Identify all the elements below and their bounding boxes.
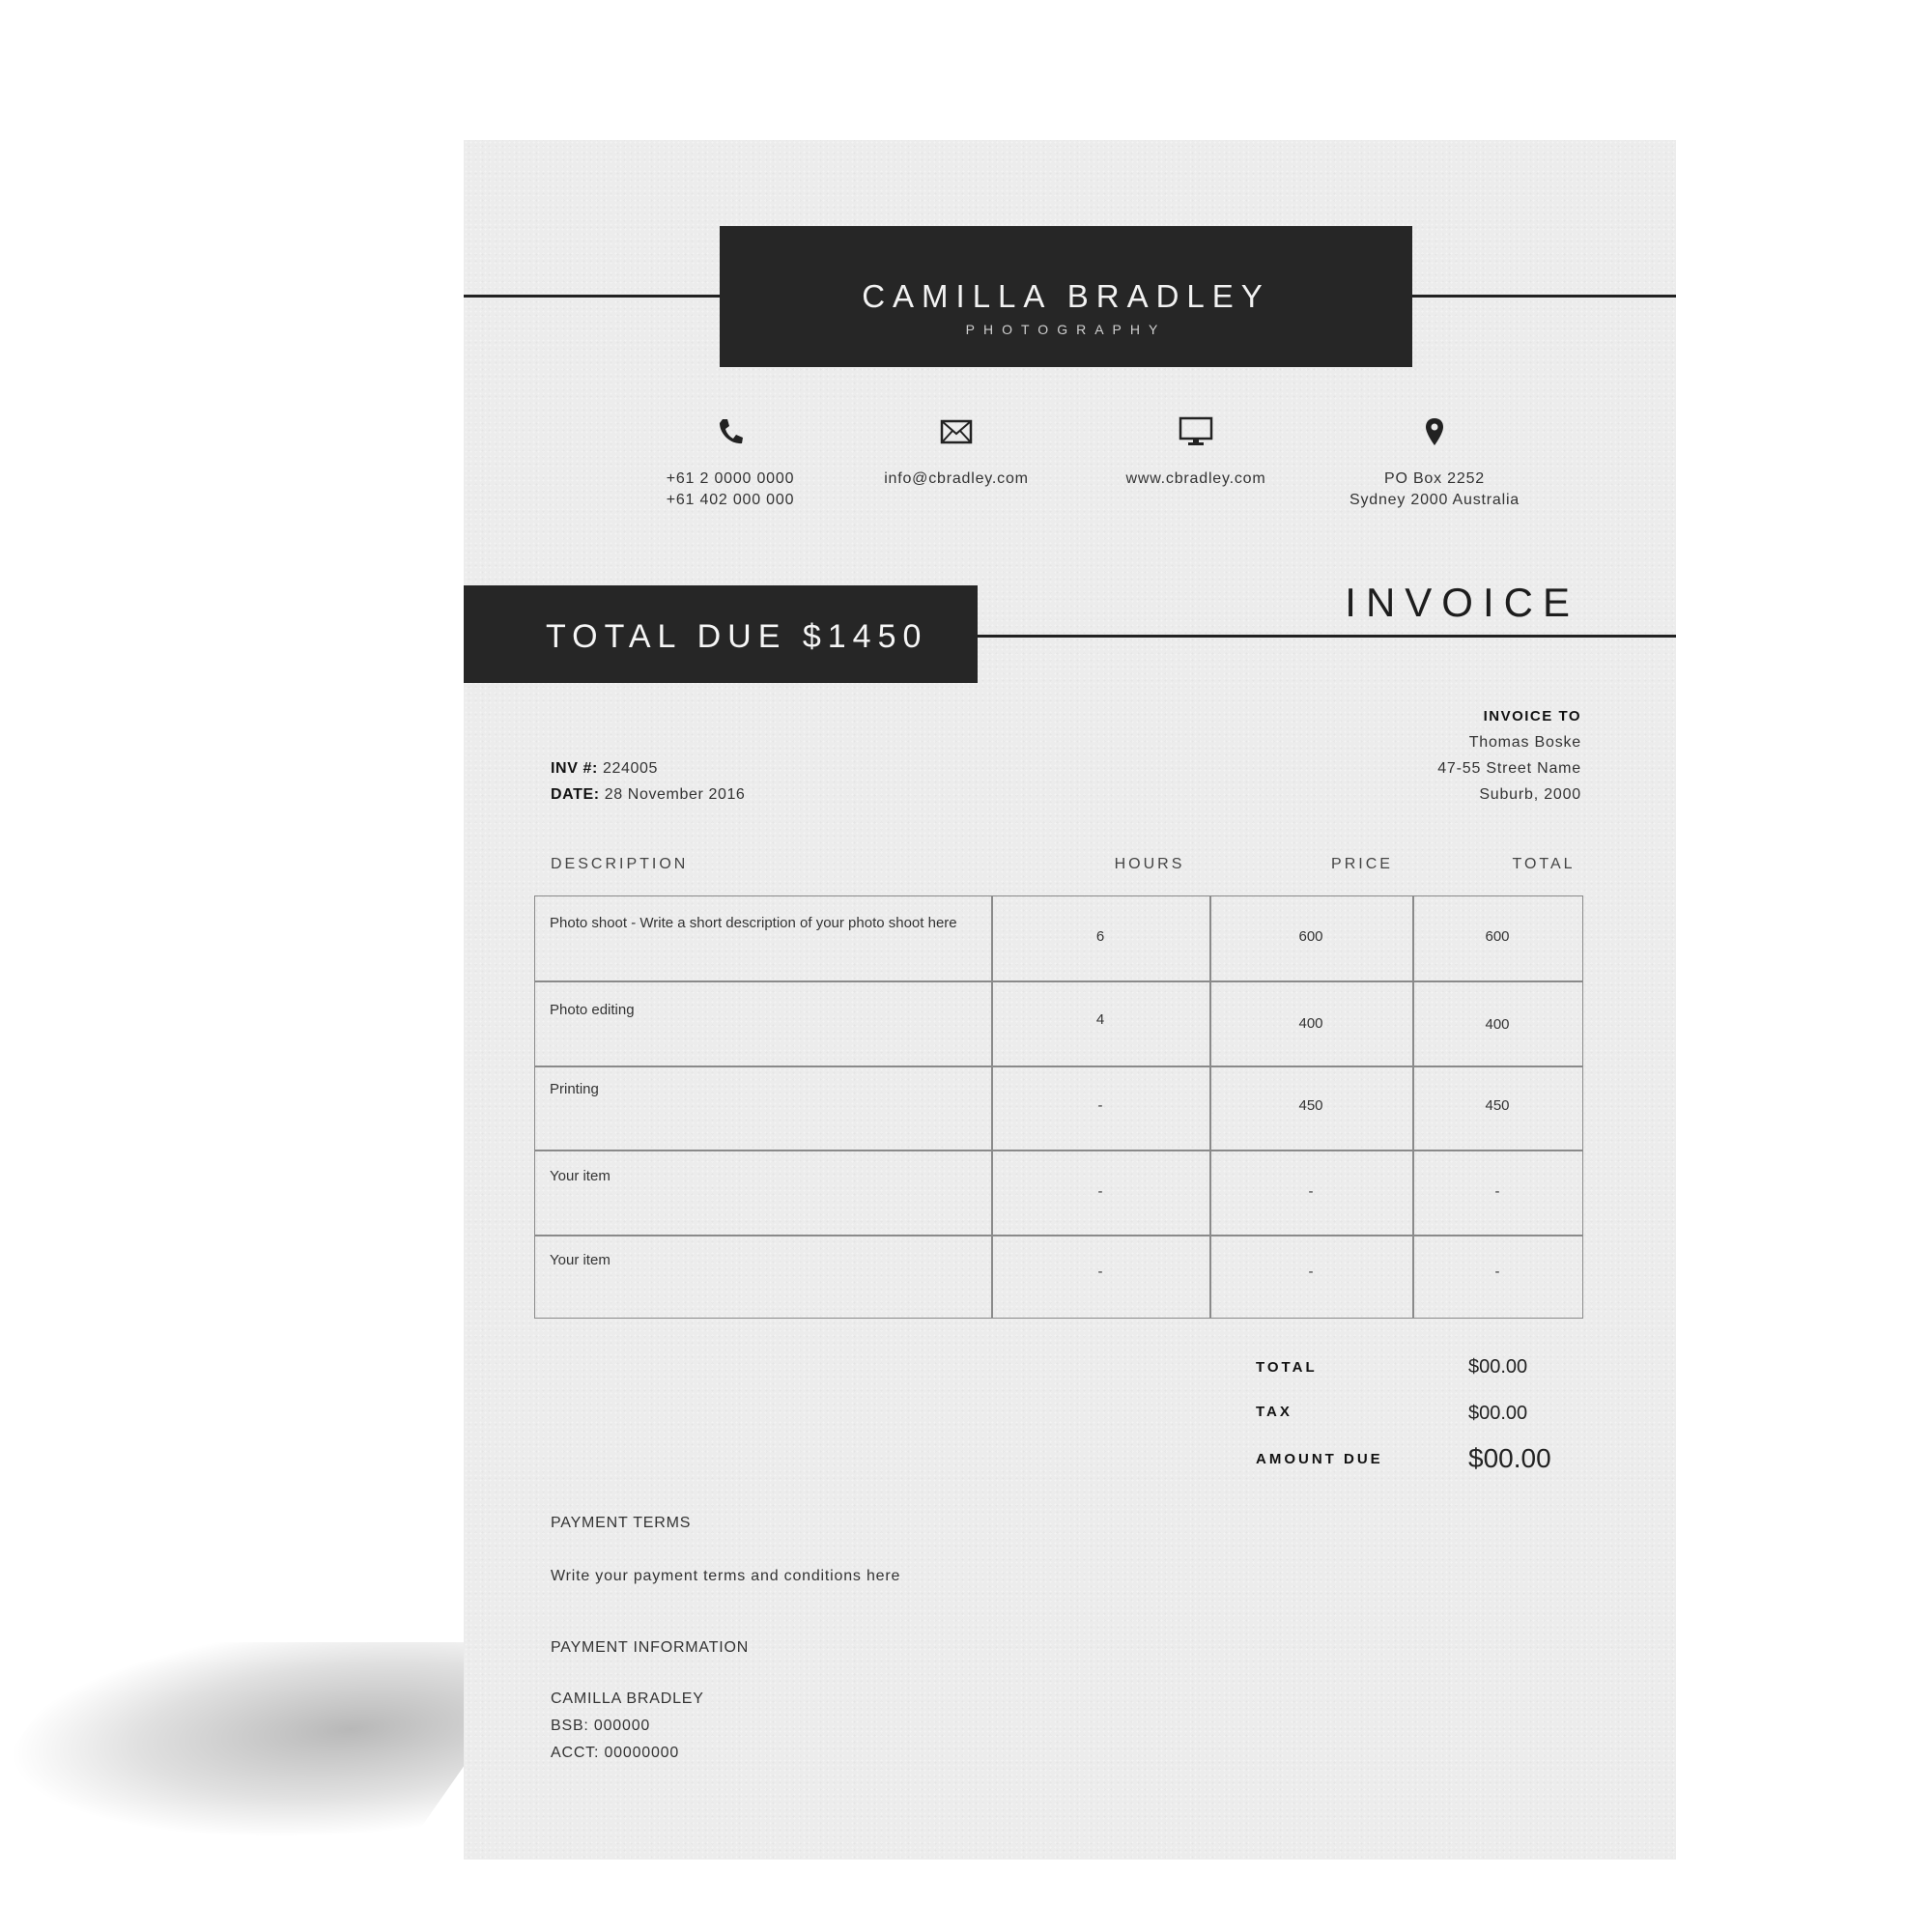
total-value: $00.00	[1468, 1356, 1528, 1378]
invoice-number-label: INV #:	[551, 760, 598, 777]
row-divider	[535, 1235, 1582, 1236]
row-4-price: -	[1308, 1183, 1314, 1200]
row-5-description: Your item	[550, 1252, 611, 1268]
envelope-icon	[840, 412, 1072, 451]
invoice-number	[551, 755, 745, 781]
contact-website	[1080, 412, 1312, 490]
brand-name: CAMILLA BRADLEY	[862, 278, 1270, 314]
row-5-total: -	[1494, 1264, 1500, 1280]
row-2-description: Photo editing	[550, 1002, 635, 1018]
column-header-description: DESCRIPTION	[551, 856, 689, 872]
row-3-description: Printing	[550, 1081, 599, 1097]
client-street: 47-55 Street Name	[1437, 760, 1581, 777]
row-1-price: 600	[1298, 928, 1323, 945]
line-items-table	[534, 895, 1583, 1319]
account-number: ACCT: 00000000	[551, 1745, 680, 1761]
invoice-number-value: 224005	[603, 760, 658, 777]
payment-info-block	[551, 1686, 704, 1767]
row-divider	[535, 1065, 1582, 1067]
monitor-icon	[1080, 412, 1312, 451]
row-4-hours: -	[1097, 1183, 1103, 1200]
amount-due-value: $00.00	[1468, 1443, 1551, 1473]
row-divider	[535, 1150, 1582, 1151]
brand-banner	[720, 226, 1412, 367]
email-text: info@cbradley.com	[884, 470, 1029, 487]
invoice-title: INVOICE	[1345, 580, 1579, 625]
invoice-rule	[978, 635, 1676, 638]
amount-due-label: AMOUNT DUE	[1256, 1451, 1383, 1467]
website-text: www.cbradley.com	[1125, 470, 1266, 487]
row-2-total: 400	[1485, 1016, 1510, 1033]
column-header-price: PRICE	[1331, 856, 1393, 872]
total-label: TOTAL	[1256, 1359, 1318, 1376]
phone-icon	[614, 412, 846, 451]
invoice-date-value: 28 November 2016	[604, 786, 746, 803]
row-5-price: -	[1308, 1264, 1314, 1280]
header-rule-right	[1412, 295, 1676, 298]
phone-line-2: +61 402 000 000	[666, 492, 795, 508]
row-4-total: -	[1494, 1183, 1500, 1200]
row-2-price: 400	[1298, 1015, 1323, 1032]
contact-phone	[614, 412, 846, 511]
brand-subtitle: PHOTOGRAPHY	[965, 322, 1167, 337]
column-header-hours: HOURS	[1114, 856, 1185, 872]
invoice-date	[551, 781, 745, 808]
address-line-2: Sydney 2000 Australia	[1349, 492, 1520, 508]
row-divider	[535, 980, 1582, 982]
header-rule-left	[464, 295, 720, 298]
invoice-date-label: DATE:	[551, 786, 600, 803]
bsb-number: BSB: 000000	[551, 1718, 651, 1734]
client-suburb: Suburb, 2000	[1479, 786, 1581, 803]
contact-email	[840, 412, 1072, 490]
column-header-total: TOTAL	[1512, 856, 1576, 872]
payment-info-title: PAYMENT INFORMATION	[551, 1639, 750, 1656]
invoice-to-heading: INVOICE TO	[1483, 708, 1581, 724]
tax-label: TAX	[1256, 1404, 1293, 1420]
invoice-meta	[551, 755, 745, 808]
payee-name: CAMILLA BRADLEY	[551, 1690, 704, 1707]
row-5-hours: -	[1097, 1264, 1103, 1280]
row-1-total: 600	[1485, 928, 1510, 945]
row-1-hours: 6	[1095, 928, 1105, 945]
map-pin-icon	[1319, 412, 1550, 451]
row-3-hours: -	[1097, 1097, 1103, 1114]
total-due-banner	[464, 585, 978, 683]
row-3-price: 450	[1298, 1097, 1323, 1114]
payment-terms-title: PAYMENT TERMS	[551, 1515, 692, 1531]
row-3-total: 450	[1485, 1097, 1510, 1114]
row-4-description: Your item	[550, 1168, 611, 1184]
payment-terms-text: Write your payment terms and conditions here	[551, 1568, 901, 1584]
contact-address	[1319, 412, 1550, 511]
client-name: Thomas Boske	[1468, 734, 1581, 751]
invoice-page	[464, 140, 1676, 1860]
address-line-1: PO Box 2252	[1384, 470, 1485, 487]
phone-line-1: +61 2 0000 0000	[666, 470, 795, 487]
total-due-text: TOTAL DUE $1450	[546, 618, 928, 655]
row-2-hours: 4	[1095, 1011, 1105, 1028]
invoice-to-block	[1437, 703, 1581, 808]
tax-value: $00.00	[1468, 1403, 1528, 1424]
row-1-description: Photo shoot - Write a short description of your photo shoot here	[550, 915, 957, 931]
